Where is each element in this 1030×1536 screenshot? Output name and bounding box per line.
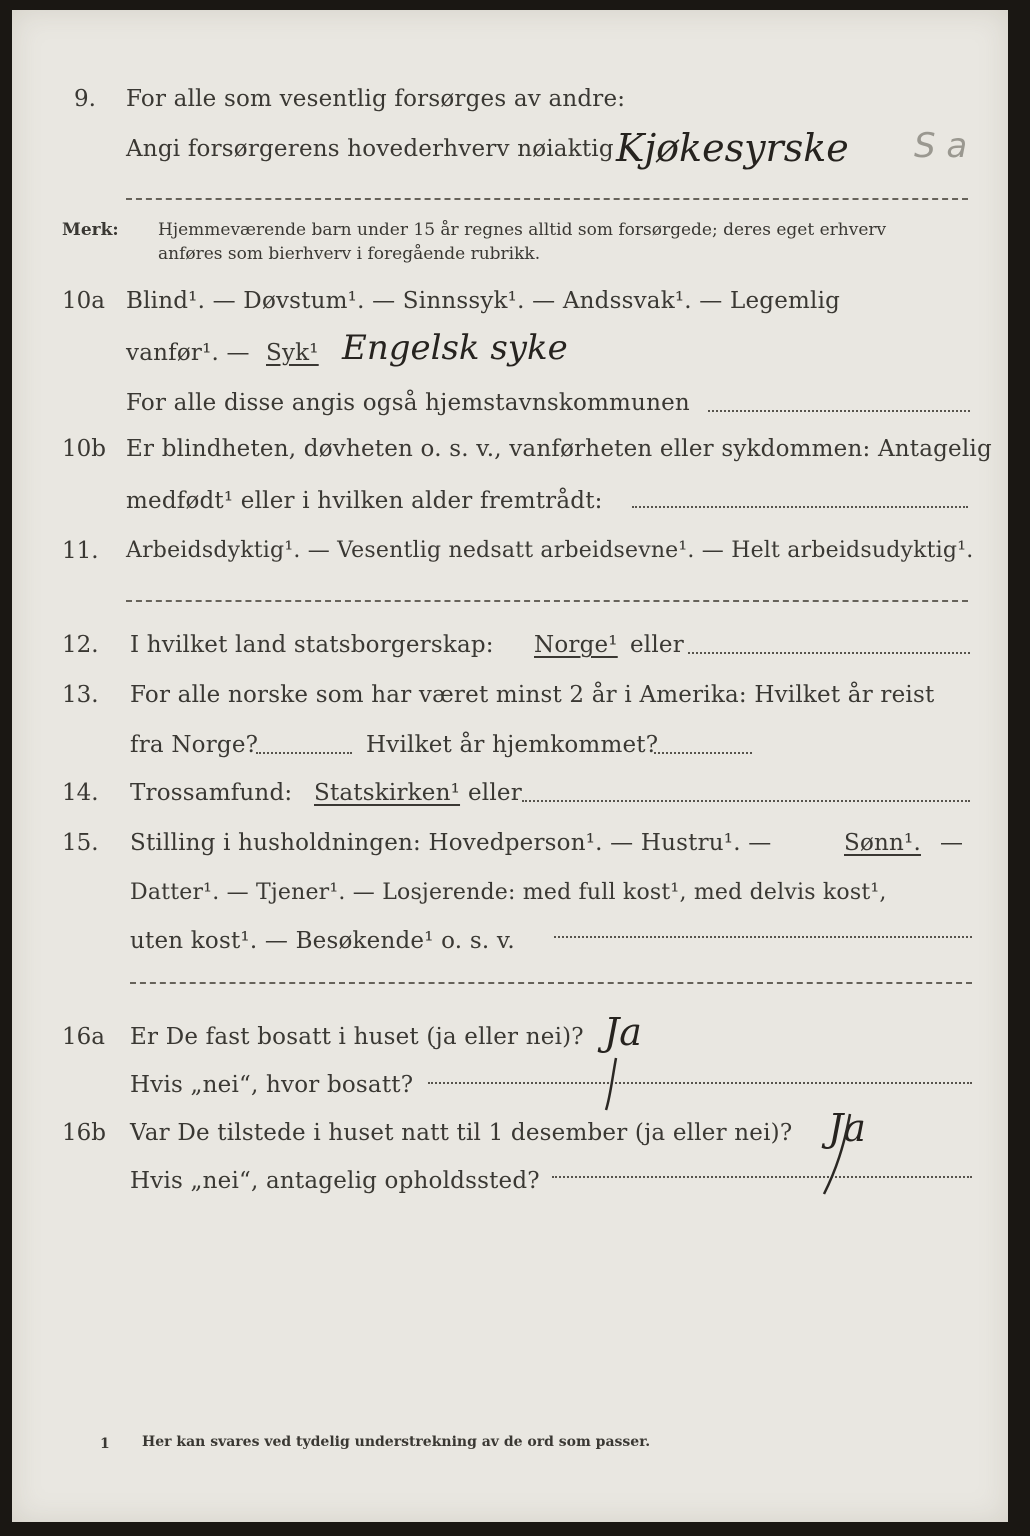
merk-line2: anføres som bierhverv i foregående rubrikk. bbox=[158, 244, 541, 264]
q14-text-a: Trossamfund: bbox=[130, 780, 293, 806]
q15-line2: Datter¹. — Tjener¹. — Losjerende: med full kost¹, med delvis kost¹, bbox=[130, 880, 887, 905]
q10b-number: 10b bbox=[62, 436, 106, 462]
q13-year-return-fill bbox=[654, 752, 752, 754]
q14-number: 14. bbox=[62, 780, 99, 806]
q12-fill-line bbox=[688, 652, 970, 654]
q13-line2-a: fra Norge? bbox=[130, 732, 259, 758]
q10b-line1: Er blindheten, døvheten o. s. v., vanførheten eller sykdommen: Antagelig bbox=[126, 436, 992, 462]
q16b-number: 16b bbox=[62, 1120, 106, 1146]
q12-number: 12. bbox=[62, 632, 99, 658]
q13-number: 13. bbox=[62, 682, 99, 708]
q10a-line3: For alle disse angis også hjemstavnskommunen bbox=[126, 390, 690, 416]
q14-statskirken-underlined: Statskirken¹ bbox=[314, 780, 461, 806]
q16a-number: 16a bbox=[62, 1024, 105, 1050]
census-form-page bbox=[12, 10, 1008, 1522]
q14-fill-line bbox=[522, 800, 970, 802]
q16b-handwritten-answer: Ja bbox=[828, 1106, 866, 1150]
q11-divider bbox=[126, 600, 968, 602]
q16a-line2: Hvis „nei“, hvor bosatt? bbox=[130, 1072, 414, 1098]
q9-line1: For alle som vesentlig forsørges av andre: bbox=[126, 86, 626, 112]
q10a-handwritten-answer: Engelsk syke bbox=[342, 328, 568, 368]
q15-line1-a: Stilling i husholdningen: Hovedperson¹. — Hustru¹. — bbox=[130, 830, 772, 856]
q10b-fill-line bbox=[632, 506, 968, 508]
q9-divider bbox=[126, 198, 968, 200]
q15-divider bbox=[130, 982, 972, 984]
q10a-syk-underlined: Syk¹ bbox=[266, 340, 319, 366]
q13-year-left-fill bbox=[256, 752, 352, 754]
q9-number: 9. bbox=[74, 86, 96, 112]
q16a-handwritten-answer: Ja bbox=[604, 1010, 642, 1054]
q15-number: 15. bbox=[62, 830, 99, 856]
q12-text-c: eller bbox=[630, 632, 684, 658]
q13-line1: For alle norske som har været minst 2 år i Amerika: Hvilket år reist bbox=[130, 682, 935, 708]
q16b-line2: Hvis „nei“, antagelig opholdssted? bbox=[130, 1168, 540, 1194]
q11-line1: Arbeidsdyktig¹. — Vesentlig nedsatt arbeidsevne¹. — Helt arbeidsudyktig¹. bbox=[126, 538, 974, 563]
q15-fill-line bbox=[554, 936, 972, 938]
q9-handwritten-answer: Kjøkesyrske bbox=[616, 126, 849, 170]
q15-line1-c: — bbox=[940, 830, 964, 856]
q9-line2: Angi forsørgerens hovederhverv nøiaktig bbox=[126, 136, 614, 162]
q16b-line1: Var De tilstede i huset natt til 1 desember (ja eller nei)? bbox=[130, 1120, 793, 1146]
q10a-fill-line bbox=[708, 410, 970, 412]
q12-text-a: I hvilket land statsborgerskap: bbox=[130, 632, 494, 658]
footnote-mark: 1 bbox=[100, 1436, 110, 1452]
footnote-text: Her kan svares ved tydelig understrekning av de ord som passer. bbox=[142, 1434, 651, 1450]
q10a-line1: Blind¹. — Døvstum¹. — Sinnssyk¹. — Andssvak¹. — Legemlig bbox=[126, 288, 841, 314]
q15-sonn-underlined: Sønn¹. bbox=[844, 830, 921, 856]
q11-number: 11. bbox=[62, 538, 99, 564]
q10b-line2: medfødt¹ eller i hvilken alder fremtrådt: bbox=[126, 488, 603, 514]
q14-text-c: eller bbox=[468, 780, 522, 806]
q16a-line1: Er De fast bosatt i huset (ja eller nei)? bbox=[130, 1024, 584, 1050]
q9-handwritten-code: S a bbox=[914, 126, 968, 166]
q10a-number: 10a bbox=[62, 288, 105, 314]
handwritten-strokes bbox=[572, 1050, 932, 1210]
q12-norge-underlined: Norge¹ bbox=[534, 632, 618, 658]
q10a-line2-a: vanfør¹. — bbox=[126, 340, 250, 366]
merk-line1: Hjemmeværende barn under 15 år regnes alltid som forsørgede; deres eget erhverv bbox=[158, 220, 887, 240]
q15-line3: uten kost¹. — Besøkende¹ o. s. v. bbox=[130, 928, 515, 954]
merk-label: Merk: bbox=[62, 220, 119, 240]
q13-line2-b: Hvilket år hjemkommet? bbox=[366, 732, 659, 758]
